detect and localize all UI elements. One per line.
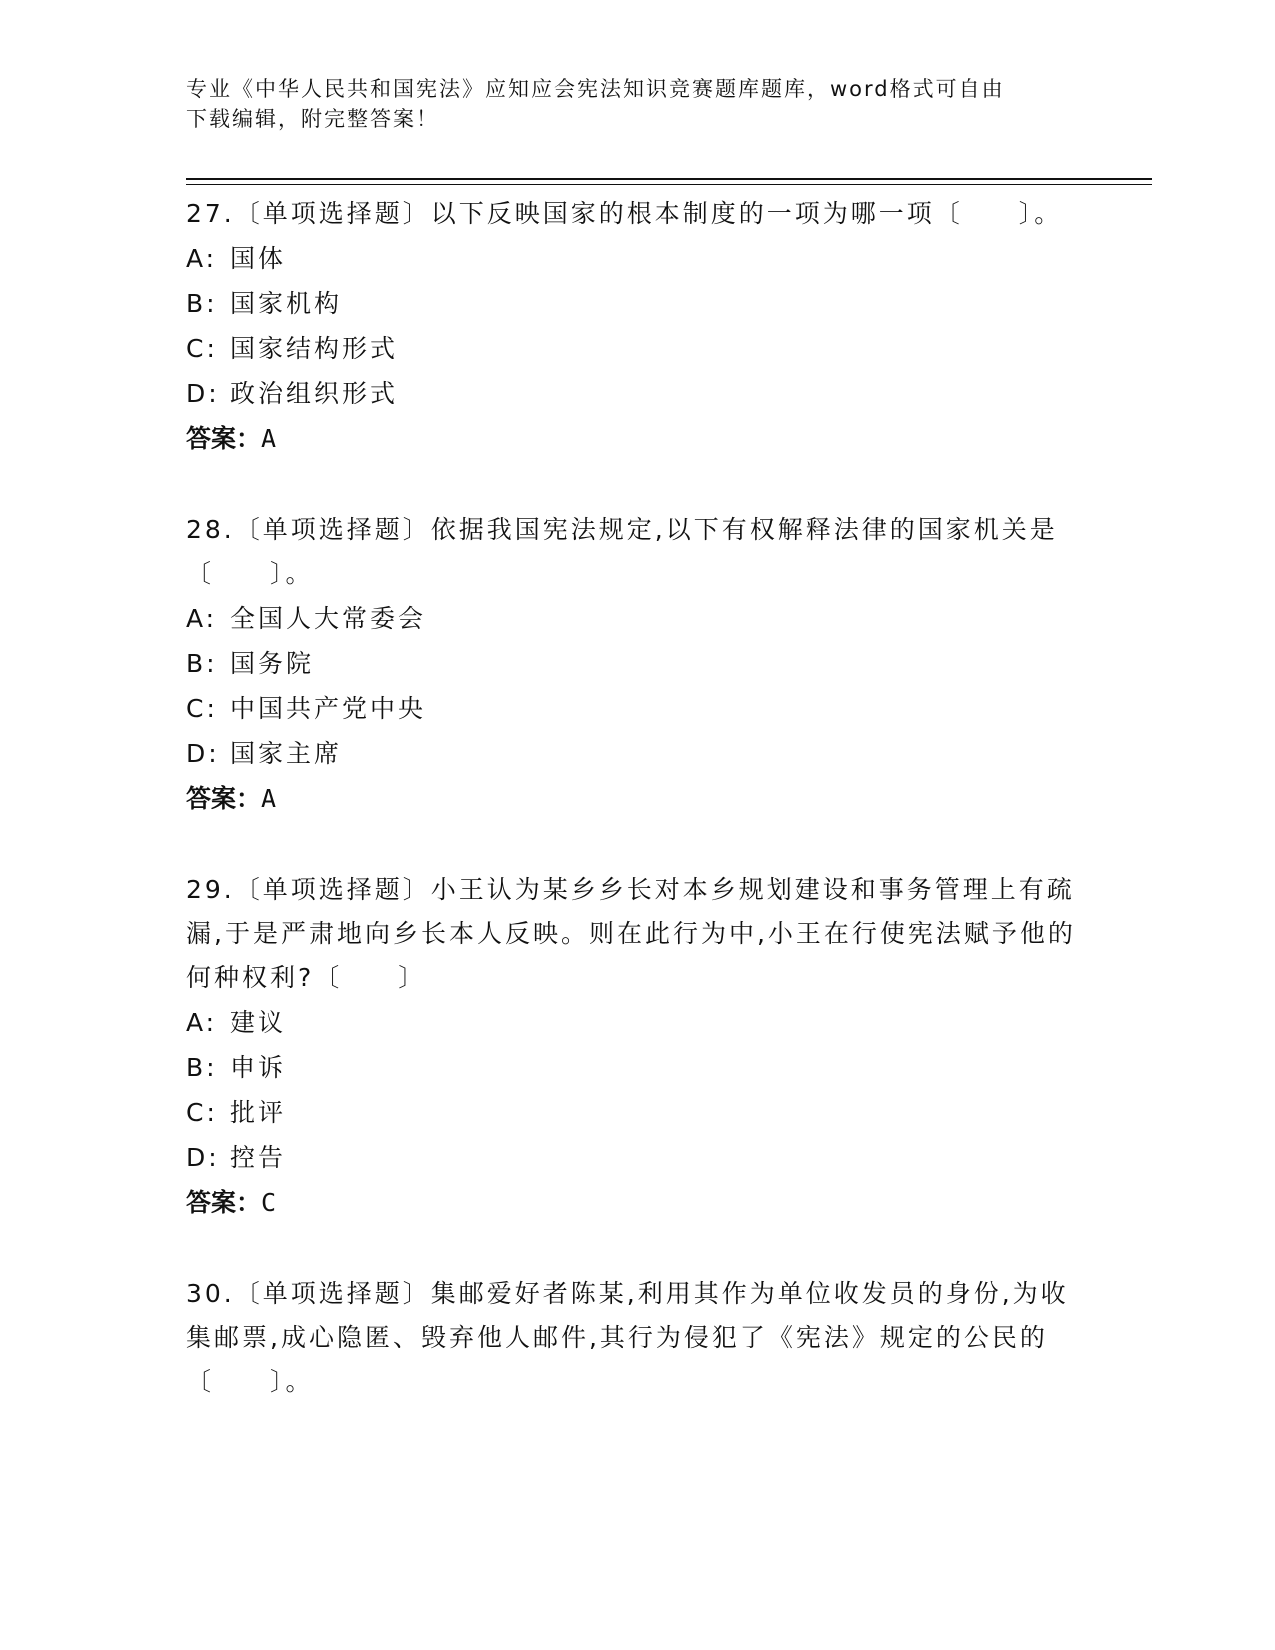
option-label: B:: [186, 1053, 218, 1082]
question-list: [186, 192, 1086, 1450]
option-c: [186, 326, 1086, 371]
option-text: 国家机构: [230, 289, 343, 318]
option-d: [186, 371, 1086, 416]
header-line-1: 专业《中华人民共和国宪法》应知应会宪法知识竞赛题库题库，word格式可自由: [186, 77, 1005, 101]
option-label: C:: [186, 334, 218, 363]
option-label: D:: [186, 739, 220, 768]
header-divider-thin: [186, 184, 1152, 185]
answer-label: 答案：: [186, 424, 262, 453]
question-30: [186, 1272, 1086, 1404]
option-label: B:: [186, 289, 218, 318]
answer-value: A: [261, 424, 277, 453]
option-label: A:: [186, 1008, 218, 1037]
option-text: 申诉: [230, 1053, 287, 1082]
option-a: [186, 596, 1086, 641]
option-label: A:: [186, 604, 218, 633]
option-text: 国家结构形式: [230, 334, 399, 363]
option-d: [186, 731, 1086, 776]
header-line-2: 下载编辑，附完整答案！: [186, 107, 439, 131]
answer-line: [186, 416, 1086, 462]
question-stem: 28.〔单项选择题〕依据我国宪法规定,以下有权解释法律的国家机关是〔 〕。: [186, 515, 1058, 588]
option-c: [186, 686, 1086, 731]
option-label: D:: [186, 379, 220, 408]
option-b: [186, 281, 1086, 326]
option-label: B:: [186, 649, 218, 678]
option-text: 中国共产党中央: [230, 694, 427, 723]
question-stem: 30.〔单项选择题〕集邮爱好者陈某,利用其作为单位收发员的身份,为收集邮票,成心隐匿、毁弃他人邮件,其行为侵犯了《宪法》规定的公民的〔 〕。: [186, 1279, 1069, 1396]
option-text: 政治组织形式: [230, 379, 399, 408]
answer-value: C: [261, 1188, 277, 1217]
option-label: A:: [186, 244, 218, 273]
option-label: C:: [186, 694, 218, 723]
option-b: [186, 1045, 1086, 1090]
option-a: [186, 236, 1086, 281]
option-text: 国务院: [230, 649, 315, 678]
answer-label: 答案：: [186, 1188, 262, 1217]
answer-label: 答案：: [186, 784, 262, 813]
question-stem: 29.〔单项选择题〕小王认为某乡乡长对本乡规划建设和事务管理上有疏漏,于是严肃地向乡长本人反映。则在此行为中,小王在行使宪法赋予他的何种权利?〔 〕: [186, 875, 1076, 992]
option-label: D:: [186, 1143, 220, 1172]
option-text: 批评: [230, 1098, 287, 1127]
document-header: [186, 74, 1066, 134]
option-text: 国体: [230, 244, 287, 273]
option-text: 建议: [230, 1008, 287, 1037]
option-label: C:: [186, 1098, 218, 1127]
question-27: [186, 192, 1086, 462]
option-text: 国家主席: [230, 739, 343, 768]
question-29: [186, 868, 1086, 1226]
option-c: [186, 1090, 1086, 1135]
option-text: 控告: [230, 1143, 287, 1172]
header-divider-thick: [186, 178, 1152, 180]
question-28: [186, 508, 1086, 822]
option-b: [186, 641, 1086, 686]
answer-value: A: [261, 784, 277, 813]
option-a: [186, 1000, 1086, 1045]
question-stem: 27.〔单项选择题〕以下反映国家的根本制度的一项为哪一项〔 〕。: [186, 199, 1063, 228]
option-d: [186, 1135, 1086, 1180]
answer-line: [186, 1180, 1086, 1226]
answer-line: [186, 776, 1086, 822]
option-text: 全国人大常委会: [230, 604, 427, 633]
